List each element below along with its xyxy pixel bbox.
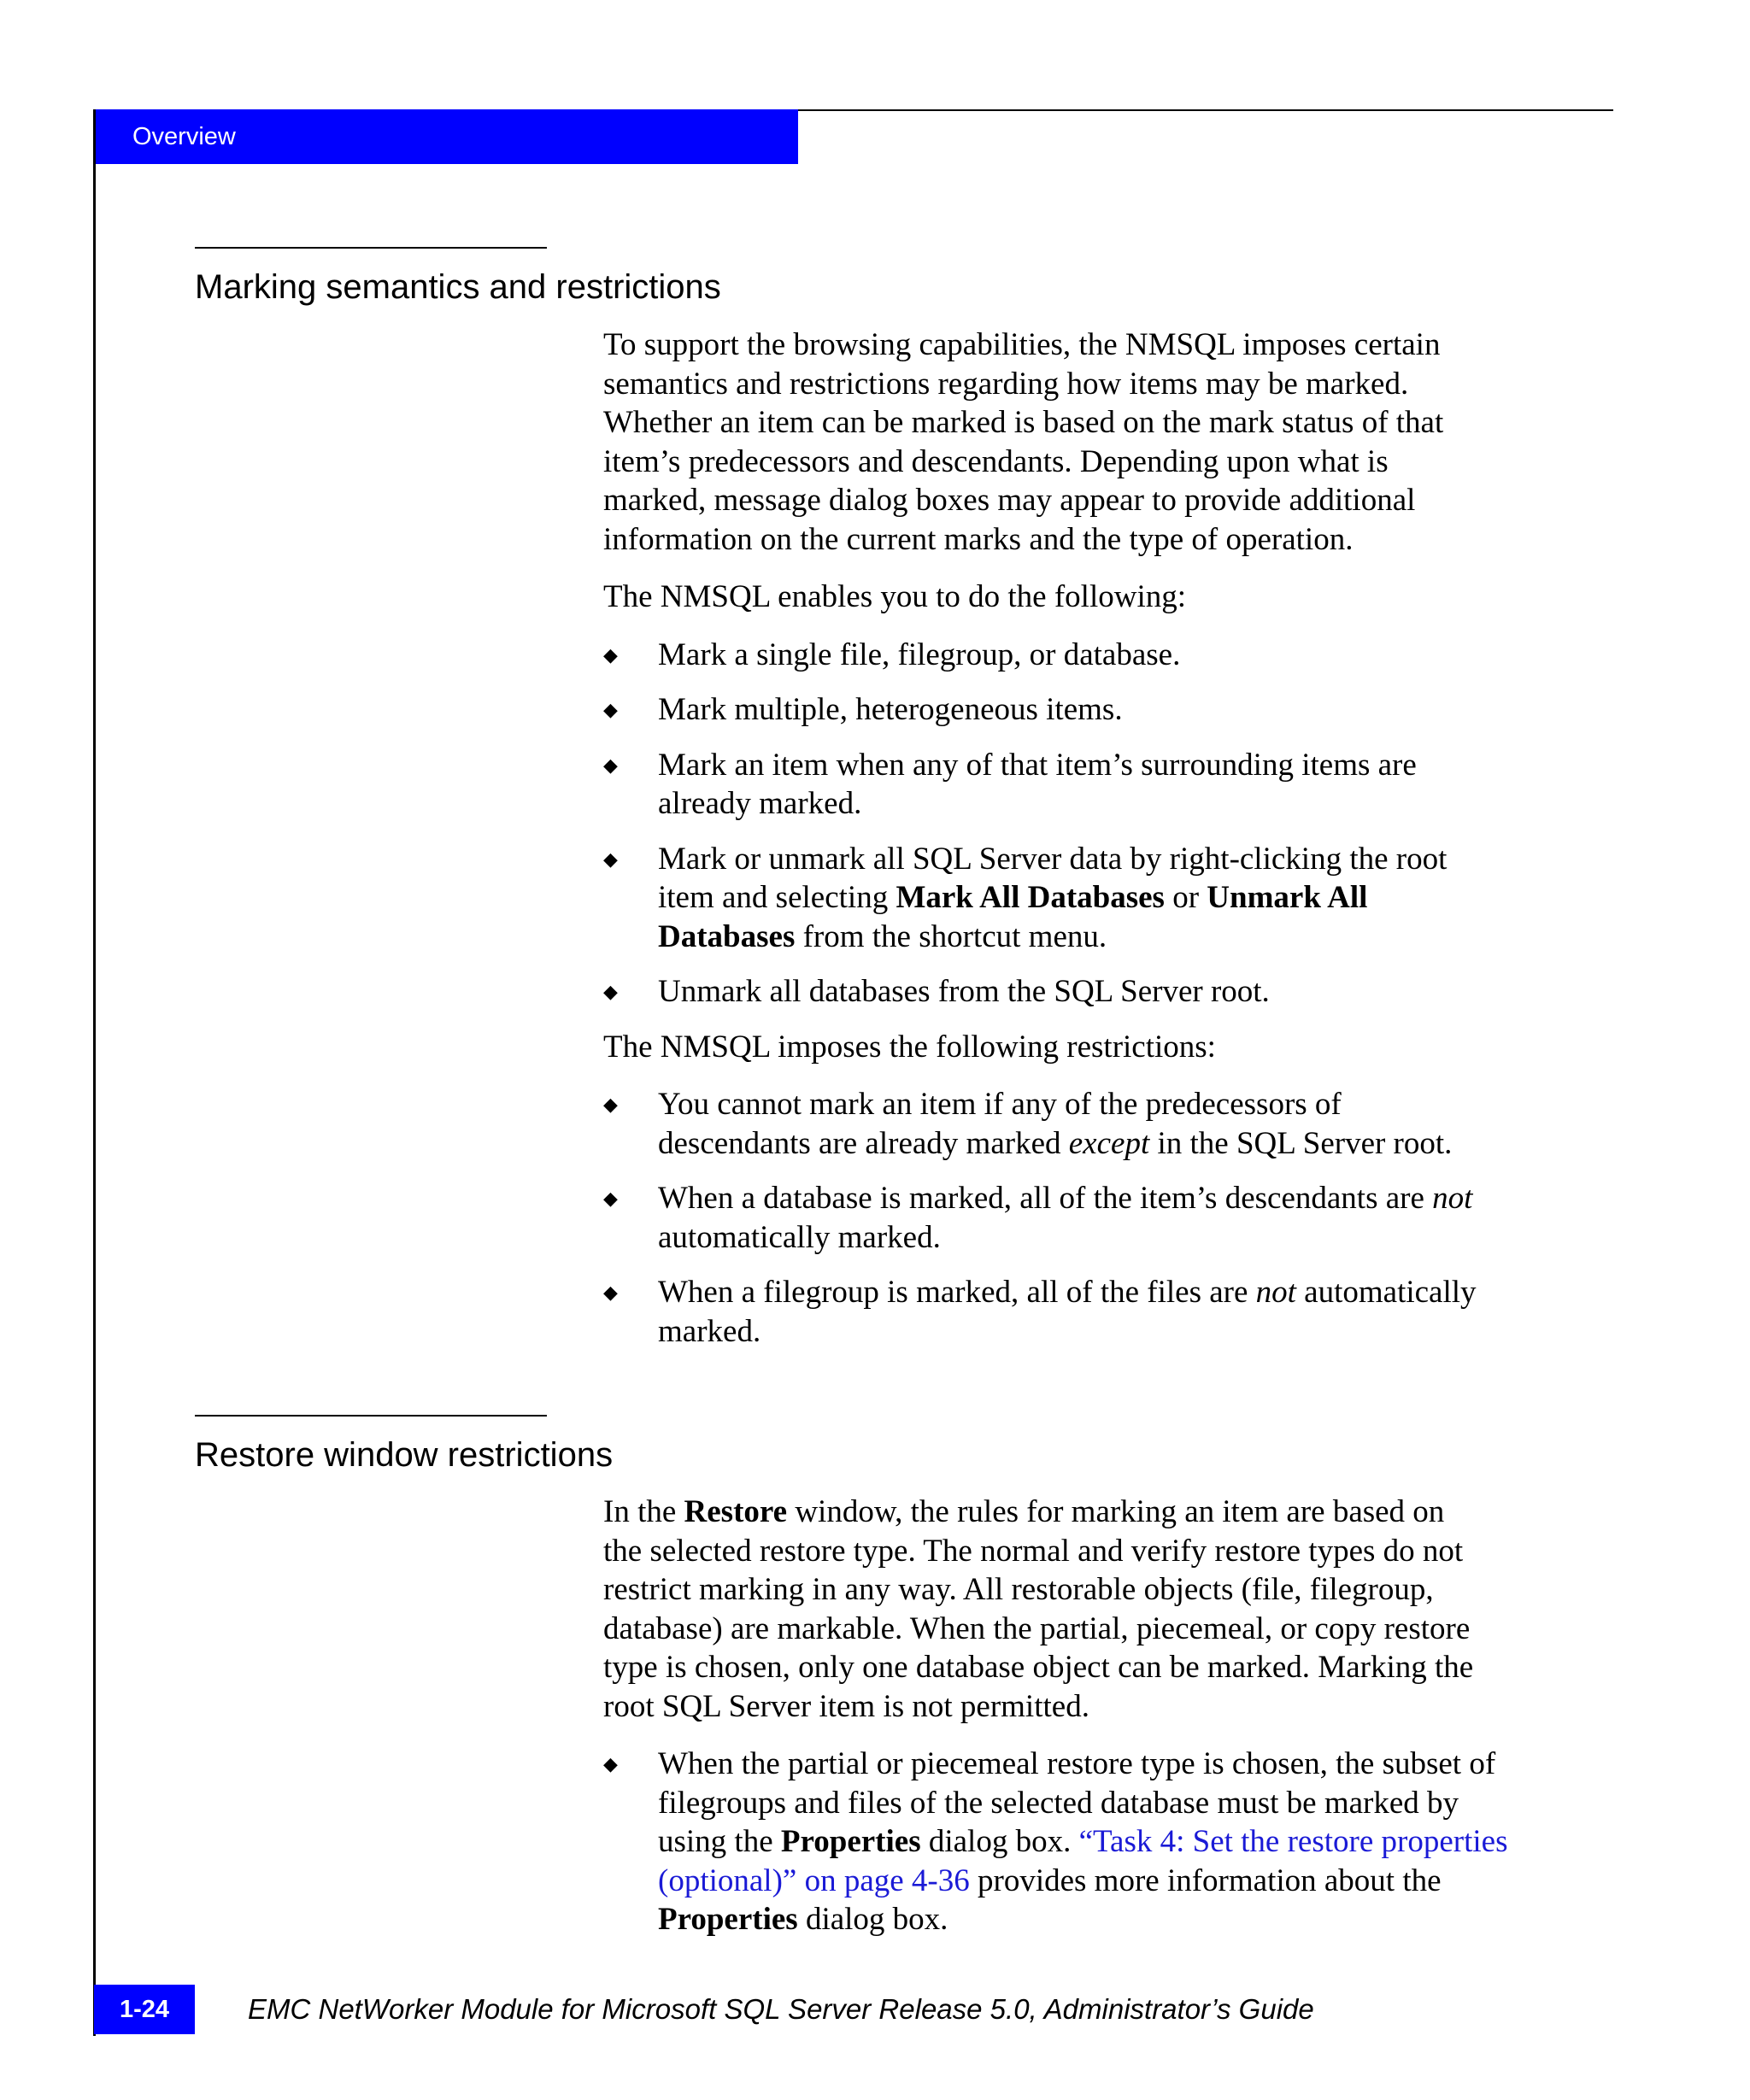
ui-term: Properties <box>658 1902 798 1937</box>
bullet-diamond-icon: ◆ <box>603 643 618 666</box>
list-item: ◆ Mark an item when any of that item’s surrounding items are already marked. <box>603 747 1417 821</box>
ui-term: Databases <box>658 918 796 954</box>
list-item: ◆ When a filegroup is marked, all of the files are not automatically marked. <box>603 1275 1477 1349</box>
bullet-diamond-icon: ◆ <box>603 981 618 1002</box>
cross-reference-link[interactable]: (optional)” on page 4-36 <box>658 1862 970 1898</box>
bullet-diamond-icon: ◆ <box>603 754 618 776</box>
emphasis: except <box>1068 1125 1150 1161</box>
list-item: ◆ Mark or unmark all SQL Server data by right-clicking the root item and selecting Mark All Databases or Unmark All Databases from the shortcut menu. <box>603 841 1448 954</box>
left-margin-rule <box>93 109 96 2036</box>
list-item: ◆ Unmark all databases from the SQL Server root. <box>603 972 1612 1012</box>
bullet-diamond-icon: ◆ <box>603 1094 618 1115</box>
page-number: 1-24 <box>94 1985 195 2034</box>
enable-list <box>603 636 1612 1012</box>
bullet-diamond-icon: ◆ <box>603 848 618 870</box>
list-item: ◆ When the partial or piecemeal restore type is chosen, the subset of filegroups and files of the selected database must be marked by using the Properties dialog box. “Task 4: Set the restore properties (optional)” on page 4-36 provides more information about the Properties dialog box. <box>603 1746 1508 1937</box>
bullet-diamond-icon: ◆ <box>603 1282 618 1303</box>
section-title: Restore window restrictions <box>195 1436 614 1474</box>
list-item: ◆ When a database is marked, all of the item’s descendants are not automatically marked. <box>603 1181 1473 1255</box>
footer-doc-title: EMC NetWorker Module for Microsoft SQL Server Release 5.0, Administrator’s Guide <box>248 1993 1314 2025</box>
section-body <box>603 326 1612 1367</box>
section-rule <box>195 1415 547 1417</box>
ui-term: Restore <box>684 1494 788 1529</box>
paragraph: The NMSQL enables you to do the following: <box>603 579 1187 614</box>
section-title: Marking semantics and restrictions <box>195 268 721 306</box>
paragraph: In the Restore window, the rules for marking an item are based on the selected restore type. The normal and verify restore types do not restrict marking in any way. All restorable objects (file, filegroup, database) are markable. When the partial, piecemeal, or copy restore type is chosen, only one database object can be marked. Marking the root SQL Server item is not permitted. <box>603 1494 1474 1724</box>
ui-term: Properties <box>780 1824 921 1859</box>
restrict-list <box>603 1085 1612 1351</box>
ui-term: Unmark All <box>1207 880 1368 915</box>
emphasis: not <box>1432 1181 1473 1216</box>
header-section-tab: Overview <box>94 109 798 164</box>
bullet-diamond-icon: ◆ <box>603 1188 618 1209</box>
bullet-diamond-icon: ◆ <box>603 1753 618 1774</box>
list-item: ◆ Mark multiple, heterogeneous items. <box>603 690 1612 730</box>
paragraph: To support the browsing capabilities, the NMSQL imposes certain semantics and restrictions regarding how items may be marked. Whether an item can be marked is based on the mark status of that item’s predecessors and descendants. Depending upon what is marked, message dialog boxes may appear to provide additional information on the current marks and the type of operation. <box>603 327 1444 557</box>
section-rule <box>195 247 547 249</box>
bullet-diamond-icon: ◆ <box>603 699 618 720</box>
restore-list <box>603 1745 1612 1939</box>
emphasis: not <box>1255 1275 1296 1310</box>
list-item: ◆ Mark a single file, filegroup, or database. <box>603 636 1612 675</box>
ui-term: Mark All Databases <box>896 880 1165 915</box>
list-item: ◆ You cannot mark an item if any of the predecessors of descendants are already marked except in the SQL Server root. <box>603 1087 1453 1161</box>
paragraph: The NMSQL imposes the following restrictions: <box>603 1029 1216 1065</box>
cross-reference-link[interactable]: “Task 4: Set the restore properties <box>1078 1824 1508 1859</box>
section-body <box>603 1493 1612 1956</box>
